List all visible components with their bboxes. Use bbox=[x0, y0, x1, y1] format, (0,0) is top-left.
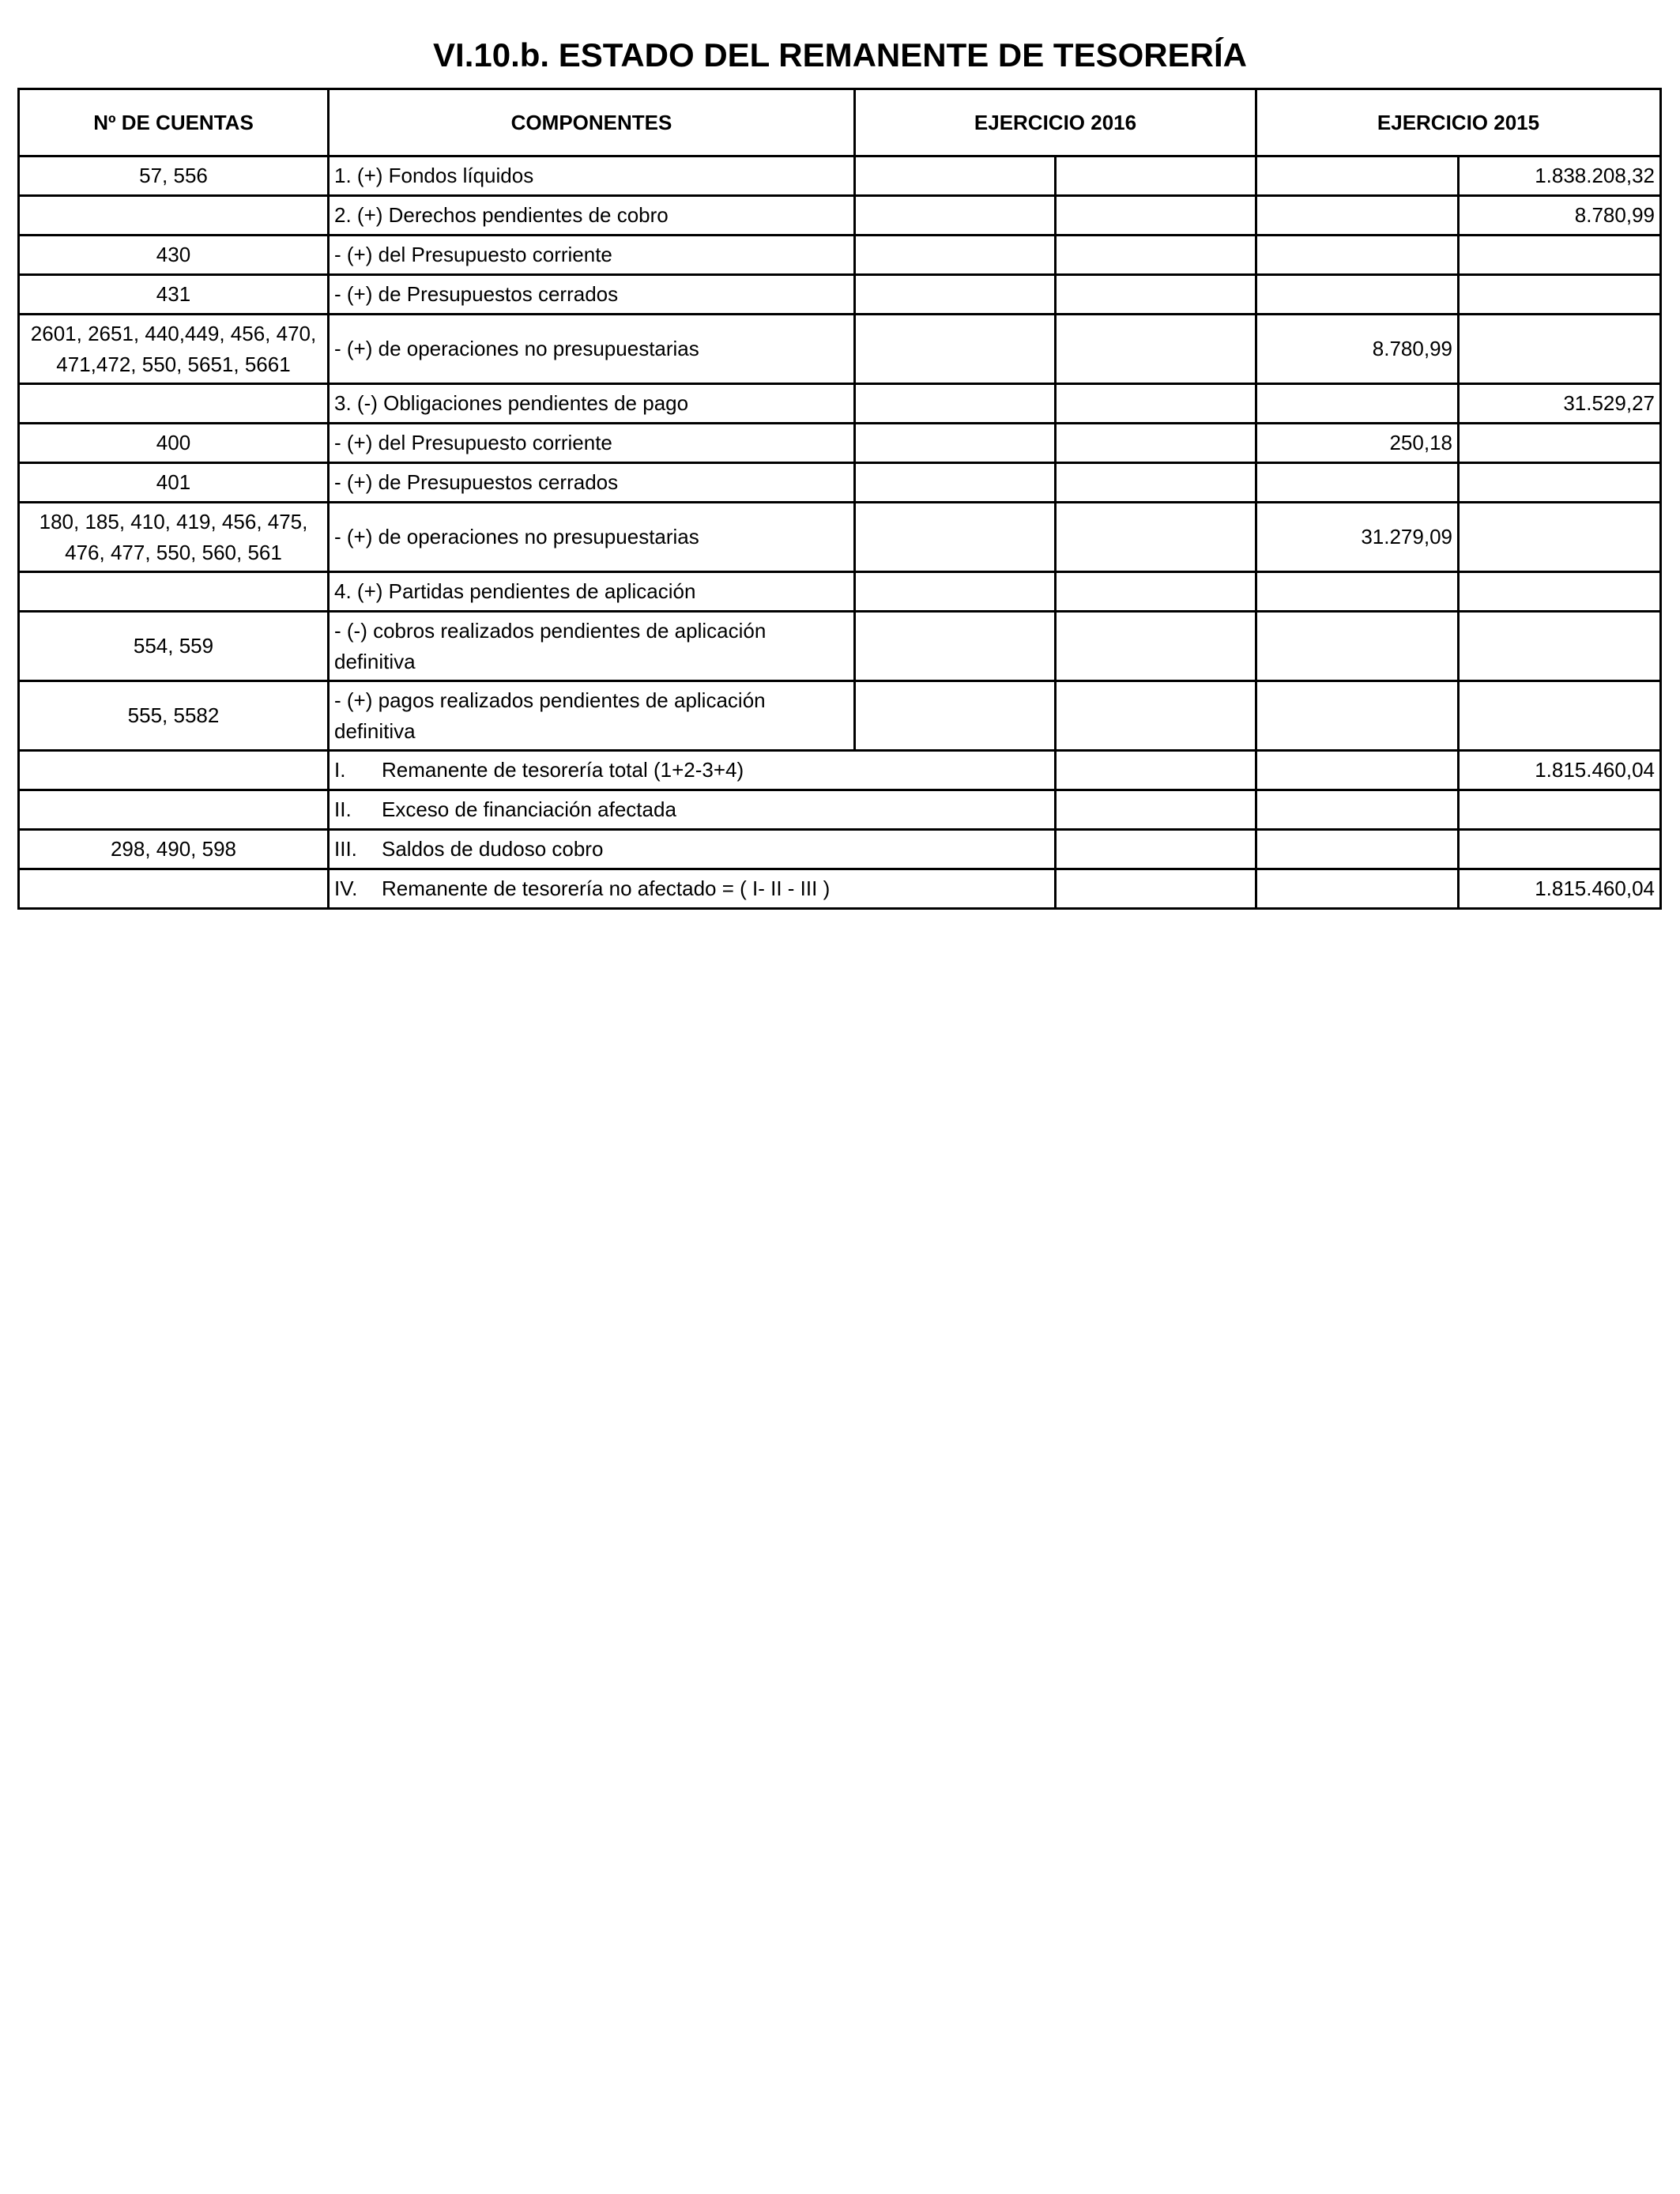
cuentas-cell bbox=[19, 869, 329, 909]
componente-cell: 1. (+) Fondos líquidos bbox=[329, 156, 855, 196]
cuentas-cell: 2601, 2651, 440,449, 456, 470, 471,472, 550, 5651, 5661 bbox=[19, 315, 329, 384]
ejercicio-2016-cell-a bbox=[855, 572, 1056, 612]
ejercicio-2016-cell-a bbox=[855, 196, 1056, 236]
cuentas-cell: 180, 185, 410, 419, 456, 475, 476, 477, 550, 560, 561 bbox=[19, 503, 329, 572]
header-row bbox=[19, 89, 1661, 156]
table-row bbox=[19, 424, 1661, 463]
cuentas-cell bbox=[19, 751, 329, 790]
ejercicio-2015-cell-b bbox=[1459, 790, 1661, 830]
total-componente-cell bbox=[329, 790, 1056, 830]
cuentas-cell bbox=[19, 572, 329, 612]
cuentas-cell: 430 bbox=[19, 236, 329, 275]
table-row bbox=[19, 196, 1661, 236]
ejercicio-2016-cell-b bbox=[1056, 196, 1256, 236]
ejercicio-2015-cell-b bbox=[1459, 572, 1661, 612]
ejercicio-2016-cell-a bbox=[855, 612, 1056, 681]
page-title: VI.10.b. ESTADO DEL REMANENTE DE TESORERÍA bbox=[433, 36, 1247, 74]
ejercicio-2016-cell-a bbox=[855, 463, 1056, 503]
total-label: Remanente de tesorería total (1+2-3+4) bbox=[382, 758, 744, 782]
table-row bbox=[19, 503, 1661, 572]
ejercicio-2015-cell-a bbox=[1256, 830, 1459, 869]
cuentas-cell: 400 bbox=[19, 424, 329, 463]
table-row bbox=[19, 681, 1661, 751]
ejercicio-2016-cell-a bbox=[855, 424, 1056, 463]
componente-cell: - (+) pagos realizados pendientes de aplicación definitiva bbox=[329, 681, 855, 751]
ejercicio-2016-cell-a bbox=[855, 236, 1056, 275]
ejercicio-2015-cell-a: 8.780,99 bbox=[1256, 315, 1459, 384]
ejercicio-2015-cell-b bbox=[1459, 236, 1661, 275]
table-row bbox=[19, 315, 1661, 384]
ejercicio-2015-cell-a bbox=[1256, 463, 1459, 503]
ejercicio-2016-cell-b bbox=[1056, 156, 1256, 196]
ejercicio-2016-cell bbox=[1056, 830, 1256, 869]
total-componente-cell bbox=[329, 751, 1056, 790]
ejercicio-2016-cell-a bbox=[855, 156, 1056, 196]
ejercicio-2016-cell-b bbox=[1056, 236, 1256, 275]
ejercicio-2015-cell-b: 8.780,99 bbox=[1459, 196, 1661, 236]
ejercicio-2016-cell-b bbox=[1056, 503, 1256, 572]
ejercicio-2015-cell-a bbox=[1256, 751, 1459, 790]
total-componente-cell bbox=[329, 830, 1056, 869]
total-row bbox=[19, 869, 1661, 909]
ejercicio-2015-cell-b bbox=[1459, 681, 1661, 751]
table-row bbox=[19, 572, 1661, 612]
total-label: Exceso de financiación afectada bbox=[382, 797, 676, 821]
ejercicio-2015-cell-a bbox=[1256, 236, 1459, 275]
ejercicio-2016-cell-a bbox=[855, 503, 1056, 572]
ejercicio-2016-cell-b bbox=[1056, 463, 1256, 503]
roman-numeral: IV. bbox=[334, 876, 358, 900]
ejercicio-2015-cell-a bbox=[1256, 869, 1459, 909]
componente-cell: 4. (+) Partidas pendientes de aplicación bbox=[329, 572, 855, 612]
header-componentes: COMPONENTES bbox=[329, 89, 855, 156]
ejercicio-2016-cell-b bbox=[1056, 424, 1256, 463]
ejercicio-2015-cell-a bbox=[1256, 384, 1459, 424]
ejercicio-2016-cell-b bbox=[1056, 275, 1256, 315]
cuentas-cell bbox=[19, 790, 329, 830]
table-row bbox=[19, 156, 1661, 196]
table-row bbox=[19, 463, 1661, 503]
roman-numeral: III. bbox=[334, 837, 357, 861]
ejercicio-2016-cell-a bbox=[855, 315, 1056, 384]
componente-cell: 3. (-) Obligaciones pendientes de pago bbox=[329, 384, 855, 424]
componente-cell: - (+) del Presupuesto corriente bbox=[329, 236, 855, 275]
total-label: Saldos de dudoso cobro bbox=[382, 837, 604, 861]
ejercicio-2016-cell-b bbox=[1056, 572, 1256, 612]
cuentas-cell: 431 bbox=[19, 275, 329, 315]
cuentas-cell bbox=[19, 384, 329, 424]
ejercicio-2015-cell-b bbox=[1459, 424, 1661, 463]
ejercicio-2015-cell-a: 31.279,09 bbox=[1256, 503, 1459, 572]
ejercicio-2016-cell-a bbox=[855, 384, 1056, 424]
ejercicio-2015-cell-b: 31.529,27 bbox=[1459, 384, 1661, 424]
header-ejercicio-2016: EJERCICIO 2016 bbox=[855, 89, 1256, 156]
total-label: Remanente de tesorería no afectado = ( I- II - III ) bbox=[382, 876, 831, 900]
ejercicio-2016-cell-b bbox=[1056, 681, 1256, 751]
cuentas-cell bbox=[19, 196, 329, 236]
ejercicio-2015-cell-b bbox=[1459, 612, 1661, 681]
ejercicio-2016-cell-b bbox=[1056, 612, 1256, 681]
componente-cell: - (+) del Presupuesto corriente bbox=[329, 424, 855, 463]
table-row bbox=[19, 236, 1661, 275]
ejercicio-2015-cell-a bbox=[1256, 196, 1459, 236]
roman-numeral: II. bbox=[334, 797, 352, 821]
ejercicio-2015-cell-a bbox=[1256, 572, 1459, 612]
remanente-table bbox=[17, 88, 1662, 910]
ejercicio-2016-cell bbox=[1056, 790, 1256, 830]
ejercicio-2015-cell-a bbox=[1256, 275, 1459, 315]
componente-cell: - (+) de operaciones no presupuestarias bbox=[329, 503, 855, 572]
ejercicio-2015-cell-a: 250,18 bbox=[1256, 424, 1459, 463]
header-ejercicio-2015: EJERCICIO 2015 bbox=[1256, 89, 1661, 156]
total-row bbox=[19, 790, 1661, 830]
ejercicio-2015-cell-b bbox=[1459, 463, 1661, 503]
total-row bbox=[19, 830, 1661, 869]
ejercicio-2016-cell-b bbox=[1056, 384, 1256, 424]
roman-numeral: I. bbox=[334, 758, 346, 782]
cuentas-cell: 554, 559 bbox=[19, 612, 329, 681]
total-componente-cell bbox=[329, 869, 1056, 909]
table-row bbox=[19, 384, 1661, 424]
ejercicio-2015-cell-a bbox=[1256, 612, 1459, 681]
componente-cell: - (+) de Presupuestos cerrados bbox=[329, 463, 855, 503]
cuentas-cell: 555, 5582 bbox=[19, 681, 329, 751]
ejercicio-2016-cell-b bbox=[1056, 315, 1256, 384]
ejercicio-2015-cell-b: 1.838.208,32 bbox=[1459, 156, 1661, 196]
ejercicio-2015-cell-a bbox=[1256, 790, 1459, 830]
componente-cell: 2. (+) Derechos pendientes de cobro bbox=[329, 196, 855, 236]
ejercicio-2016-cell bbox=[1056, 869, 1256, 909]
componente-cell: - (-) cobros realizados pendientes de aplicación definitiva bbox=[329, 612, 855, 681]
ejercicio-2016-cell bbox=[1056, 751, 1256, 790]
ejercicio-2015-cell-a bbox=[1256, 156, 1459, 196]
cuentas-cell: 57, 556 bbox=[19, 156, 329, 196]
componente-cell: - (+) de operaciones no presupuestarias bbox=[329, 315, 855, 384]
ejercicio-2016-cell-a bbox=[855, 681, 1056, 751]
cuentas-cell: 298, 490, 598 bbox=[19, 830, 329, 869]
ejercicio-2015-cell-b bbox=[1459, 315, 1661, 384]
ejercicio-2015-cell-b bbox=[1459, 830, 1661, 869]
ejercicio-2015-cell-b: 1.815.460,04 bbox=[1459, 869, 1661, 909]
table-row bbox=[19, 612, 1661, 681]
table-row bbox=[19, 275, 1661, 315]
ejercicio-2016-cell-a bbox=[855, 275, 1056, 315]
ejercicio-2015-cell-a bbox=[1256, 681, 1459, 751]
ejercicio-2015-cell-b bbox=[1459, 275, 1661, 315]
ejercicio-2015-cell-b: 1.815.460,04 bbox=[1459, 751, 1661, 790]
cuentas-cell: 401 bbox=[19, 463, 329, 503]
componente-cell: - (+) de Presupuestos cerrados bbox=[329, 275, 855, 315]
total-row bbox=[19, 751, 1661, 790]
ejercicio-2015-cell-b bbox=[1459, 503, 1661, 572]
header-cuentas: Nº DE CUENTAS bbox=[19, 89, 329, 156]
